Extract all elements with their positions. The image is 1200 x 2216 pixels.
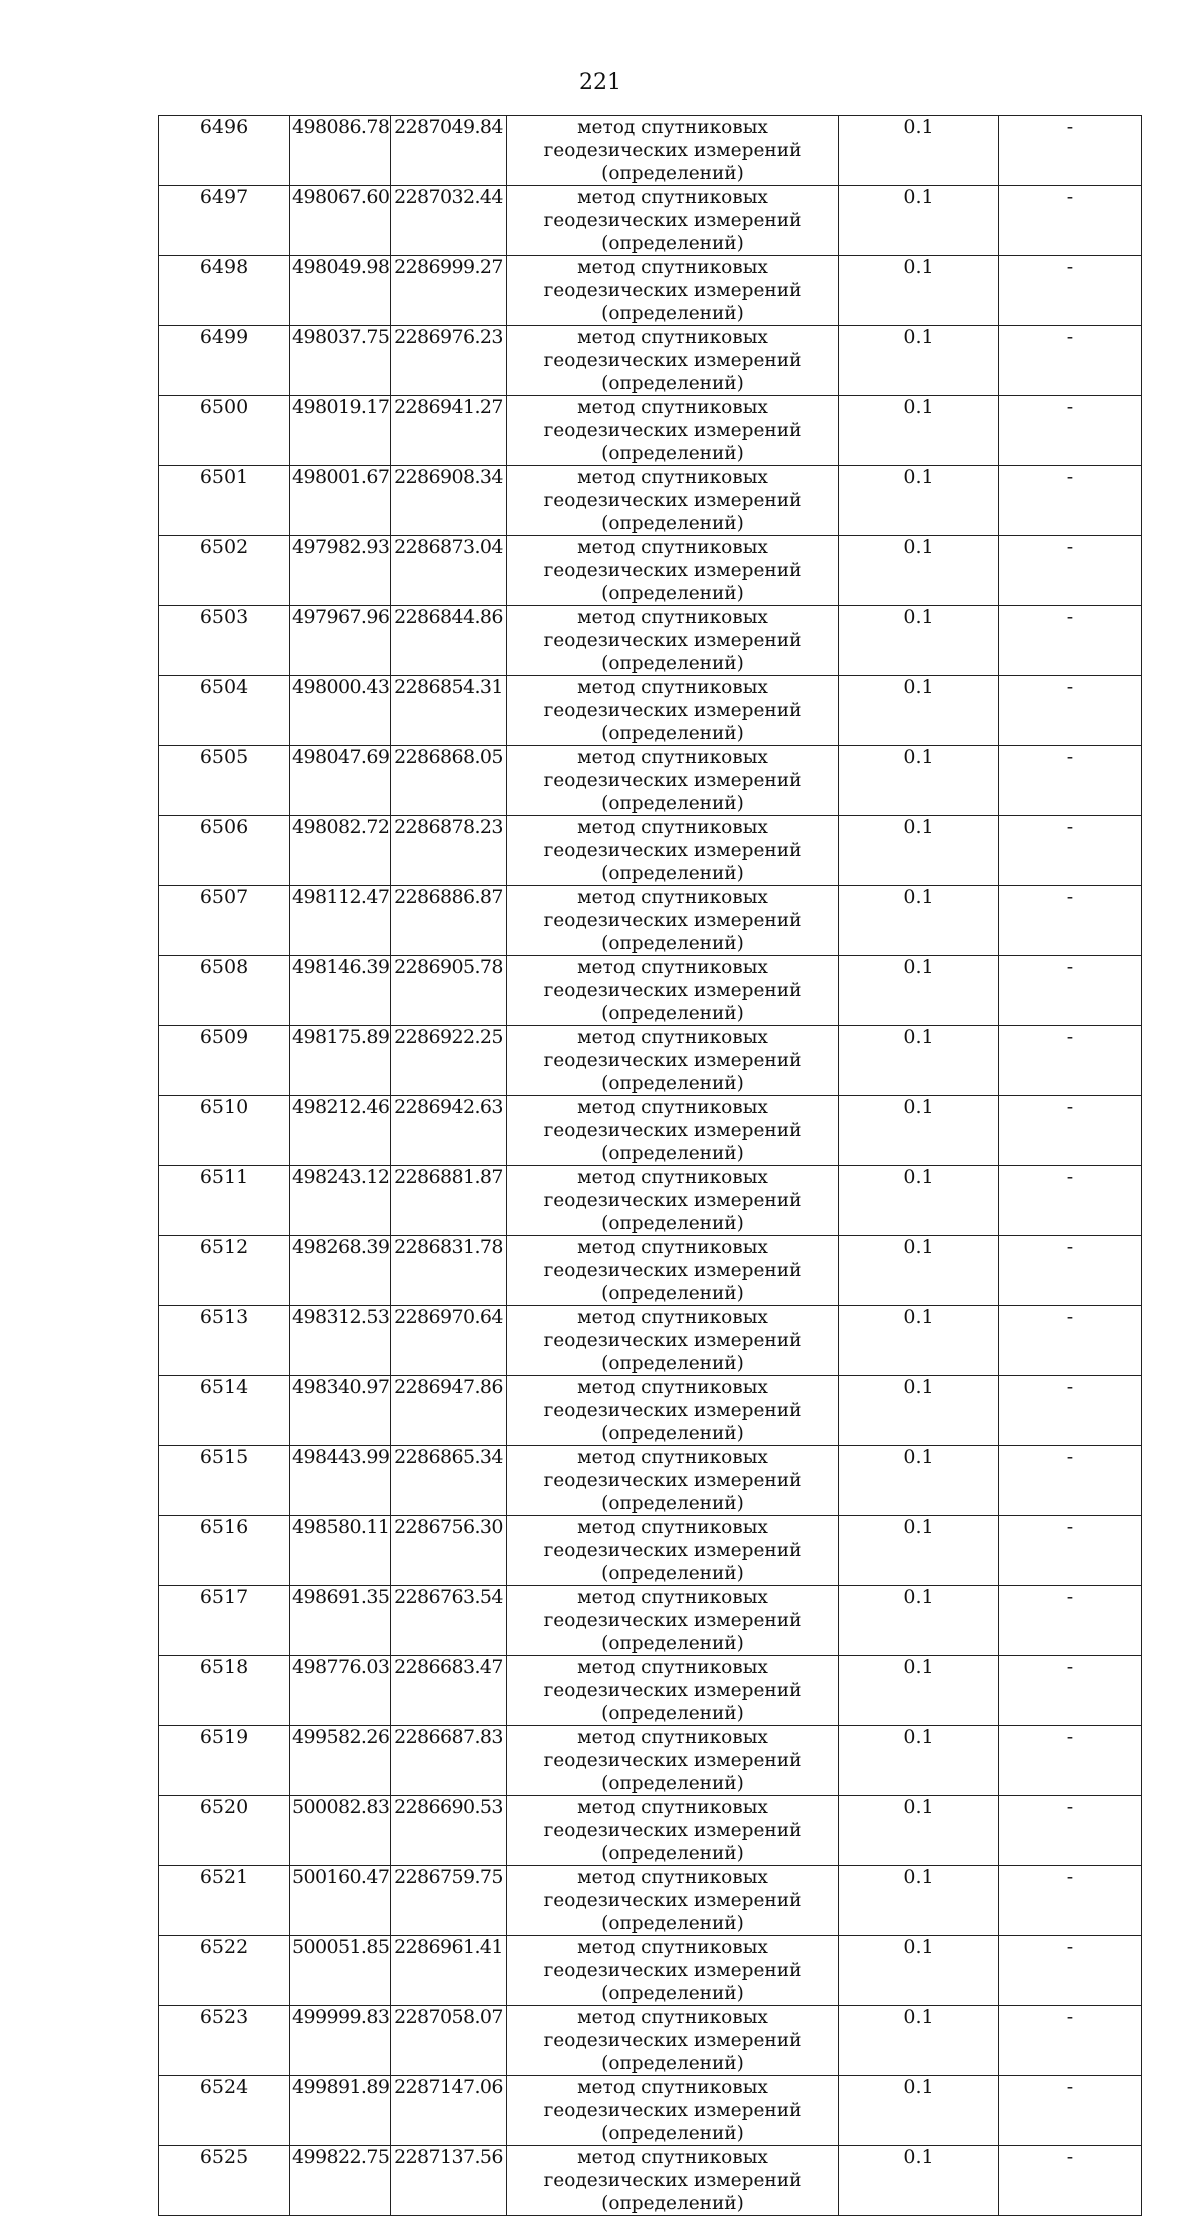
accuracy-cell: 0.1 xyxy=(839,1306,999,1376)
point-number-cell: 6518 xyxy=(159,1656,290,1726)
y-coordinate-cell: 2286922.25 xyxy=(391,1026,507,1096)
table-row xyxy=(159,1936,1142,2006)
point-number-cell: 6501 xyxy=(159,466,290,536)
x-coordinate-cell: 498691.35 xyxy=(290,1586,391,1656)
accuracy-cell: 0.1 xyxy=(839,1936,999,2006)
x-coordinate-cell: 498019.17 xyxy=(290,396,391,466)
x-coordinate-cell: 497967.96 xyxy=(290,606,391,676)
accuracy-cell: 0.1 xyxy=(839,2076,999,2146)
coordinates-table-body xyxy=(159,116,1142,2216)
point-number-cell: 6506 xyxy=(159,816,290,886)
accuracy-cell: 0.1 xyxy=(839,396,999,466)
accuracy-cell: 0.1 xyxy=(839,816,999,886)
method-cell: метод спутниковых геодезических измерений (определений) xyxy=(507,1656,839,1726)
point-number-cell: 6514 xyxy=(159,1376,290,1446)
x-coordinate-cell: 499582.26 xyxy=(290,1726,391,1796)
point-number-cell: 6504 xyxy=(159,676,290,746)
table-row xyxy=(159,606,1142,676)
point-number-cell: 6512 xyxy=(159,1236,290,1306)
table-row xyxy=(159,1026,1142,1096)
accuracy-cell: 0.1 xyxy=(839,2146,999,2216)
note-cell: - xyxy=(999,1796,1142,1866)
note-cell: - xyxy=(999,186,1142,256)
method-cell: метод спутниковых геодезических измерений (определений) xyxy=(507,606,839,676)
y-coordinate-cell: 2286759.75 xyxy=(391,1866,507,1936)
method-cell: метод спутниковых геодезических измерений (определений) xyxy=(507,1376,839,1446)
point-number-cell: 6496 xyxy=(159,116,290,186)
y-coordinate-cell: 2287137.56 xyxy=(391,2146,507,2216)
y-coordinate-cell: 2286865.34 xyxy=(391,1446,507,1516)
method-cell: метод спутниковых геодезических измерений (определений) xyxy=(507,1236,839,1306)
x-coordinate-cell: 498082.72 xyxy=(290,816,391,886)
accuracy-cell: 0.1 xyxy=(839,1446,999,1516)
x-coordinate-cell: 498049.98 xyxy=(290,256,391,326)
x-coordinate-cell: 498175.89 xyxy=(290,1026,391,1096)
table-row xyxy=(159,886,1142,956)
note-cell: - xyxy=(999,746,1142,816)
method-cell: метод спутниковых геодезических измерений (определений) xyxy=(507,1866,839,1936)
accuracy-cell: 0.1 xyxy=(839,956,999,1026)
coordinates-table xyxy=(158,115,1142,2216)
table-row xyxy=(159,536,1142,606)
point-number-cell: 6522 xyxy=(159,1936,290,2006)
x-coordinate-cell: 499891.89 xyxy=(290,2076,391,2146)
y-coordinate-cell: 2286683.47 xyxy=(391,1656,507,1726)
table-row xyxy=(159,1656,1142,1726)
method-cell: метод спутниковых геодезических измерений (определений) xyxy=(507,1306,839,1376)
y-coordinate-cell: 2286873.04 xyxy=(391,536,507,606)
accuracy-cell: 0.1 xyxy=(839,186,999,256)
table-row xyxy=(159,256,1142,326)
y-coordinate-cell: 2286970.64 xyxy=(391,1306,507,1376)
accuracy-cell: 0.1 xyxy=(839,1726,999,1796)
method-cell: метод спутниковых геодезических измерений (определений) xyxy=(507,1166,839,1236)
x-coordinate-cell: 497982.93 xyxy=(290,536,391,606)
accuracy-cell: 0.1 xyxy=(839,1096,999,1166)
point-number-cell: 6499 xyxy=(159,326,290,396)
note-cell: - xyxy=(999,676,1142,746)
y-coordinate-cell: 2286886.87 xyxy=(391,886,507,956)
method-cell: метод спутниковых геодезических измерений (определений) xyxy=(507,2006,839,2076)
note-cell: - xyxy=(999,256,1142,326)
y-coordinate-cell: 2287058.07 xyxy=(391,2006,507,2076)
note-cell: - xyxy=(999,466,1142,536)
accuracy-cell: 0.1 xyxy=(839,1026,999,1096)
table-row xyxy=(159,1236,1142,1306)
y-coordinate-cell: 2286961.41 xyxy=(391,1936,507,2006)
accuracy-cell: 0.1 xyxy=(839,886,999,956)
method-cell: метод спутниковых геодезических измерений (определений) xyxy=(507,1446,839,1516)
table-row xyxy=(159,186,1142,256)
table-row xyxy=(159,396,1142,466)
point-number-cell: 6507 xyxy=(159,886,290,956)
method-cell: метод спутниковых геодезических измерений (определений) xyxy=(507,1936,839,2006)
point-number-cell: 6498 xyxy=(159,256,290,326)
note-cell: - xyxy=(999,956,1142,1026)
note-cell: - xyxy=(999,1936,1142,2006)
table-row xyxy=(159,2076,1142,2146)
point-number-cell: 6515 xyxy=(159,1446,290,1516)
accuracy-cell: 0.1 xyxy=(839,1586,999,1656)
point-number-cell: 6509 xyxy=(159,1026,290,1096)
method-cell: метод спутниковых геодезических измерений (определений) xyxy=(507,1096,839,1166)
note-cell: - xyxy=(999,326,1142,396)
note-cell: - xyxy=(999,536,1142,606)
x-coordinate-cell: 498037.75 xyxy=(290,326,391,396)
method-cell: метод спутниковых геодезических измерений (определений) xyxy=(507,956,839,1026)
method-cell: метод спутниковых геодезических измерений (определений) xyxy=(507,256,839,326)
table-row xyxy=(159,1306,1142,1376)
table-row xyxy=(159,2146,1142,2216)
accuracy-cell: 0.1 xyxy=(839,1796,999,1866)
note-cell: - xyxy=(999,1096,1142,1166)
method-cell: метод спутниковых геодезических измерений (определений) xyxy=(507,326,839,396)
table-row xyxy=(159,956,1142,1026)
x-coordinate-cell: 498086.78 xyxy=(290,116,391,186)
y-coordinate-cell: 2286976.23 xyxy=(391,326,507,396)
point-number-cell: 6503 xyxy=(159,606,290,676)
note-cell: - xyxy=(999,886,1142,956)
note-cell: - xyxy=(999,2076,1142,2146)
x-coordinate-cell: 498146.39 xyxy=(290,956,391,1026)
point-number-cell: 6511 xyxy=(159,1166,290,1236)
accuracy-cell: 0.1 xyxy=(839,676,999,746)
x-coordinate-cell: 498112.47 xyxy=(290,886,391,956)
y-coordinate-cell: 2286687.83 xyxy=(391,1726,507,1796)
table-row xyxy=(159,1446,1142,1516)
y-coordinate-cell: 2286831.78 xyxy=(391,1236,507,1306)
point-number-cell: 6525 xyxy=(159,2146,290,2216)
note-cell: - xyxy=(999,606,1142,676)
x-coordinate-cell: 498243.12 xyxy=(290,1166,391,1236)
y-coordinate-cell: 2286878.23 xyxy=(391,816,507,886)
y-coordinate-cell: 2286763.54 xyxy=(391,1586,507,1656)
point-number-cell: 6505 xyxy=(159,746,290,816)
y-coordinate-cell: 2286905.78 xyxy=(391,956,507,1026)
point-number-cell: 6524 xyxy=(159,2076,290,2146)
accuracy-cell: 0.1 xyxy=(839,746,999,816)
note-cell: - xyxy=(999,1866,1142,1936)
y-coordinate-cell: 2286881.87 xyxy=(391,1166,507,1236)
accuracy-cell: 0.1 xyxy=(839,1376,999,1446)
table-row xyxy=(159,1516,1142,1586)
note-cell: - xyxy=(999,1166,1142,1236)
table-row xyxy=(159,1866,1142,1936)
accuracy-cell: 0.1 xyxy=(839,536,999,606)
method-cell: метод спутниковых геодезических измерений (определений) xyxy=(507,676,839,746)
accuracy-cell: 0.1 xyxy=(839,116,999,186)
point-number-cell: 6523 xyxy=(159,2006,290,2076)
method-cell: метод спутниковых геодезических измерений (определений) xyxy=(507,1796,839,1866)
method-cell: метод спутниковых геодезических измерений (определений) xyxy=(507,536,839,606)
note-cell: - xyxy=(999,1236,1142,1306)
note-cell: - xyxy=(999,1726,1142,1796)
table-row xyxy=(159,1376,1142,1446)
note-cell: - xyxy=(999,116,1142,186)
point-number-cell: 6508 xyxy=(159,956,290,1026)
method-cell: метод спутниковых геодезических измерений (определений) xyxy=(507,1586,839,1656)
y-coordinate-cell: 2286942.63 xyxy=(391,1096,507,1166)
x-coordinate-cell: 498312.53 xyxy=(290,1306,391,1376)
method-cell: метод спутниковых геодезических измерений (определений) xyxy=(507,466,839,536)
point-number-cell: 6502 xyxy=(159,536,290,606)
x-coordinate-cell: 498776.03 xyxy=(290,1656,391,1726)
x-coordinate-cell: 498268.39 xyxy=(290,1236,391,1306)
point-number-cell: 6519 xyxy=(159,1726,290,1796)
x-coordinate-cell: 498340.97 xyxy=(290,1376,391,1446)
table-row xyxy=(159,1726,1142,1796)
x-coordinate-cell: 498001.67 xyxy=(290,466,391,536)
point-number-cell: 6513 xyxy=(159,1306,290,1376)
method-cell: метод спутниковых геодезических измерений (определений) xyxy=(507,186,839,256)
x-coordinate-cell: 498443.99 xyxy=(290,1446,391,1516)
accuracy-cell: 0.1 xyxy=(839,606,999,676)
table-row xyxy=(159,1166,1142,1236)
point-number-cell: 6516 xyxy=(159,1516,290,1586)
method-cell: метод спутниковых геодезических измерений (определений) xyxy=(507,2076,839,2146)
point-number-cell: 6520 xyxy=(159,1796,290,1866)
x-coordinate-cell: 500160.47 xyxy=(290,1866,391,1936)
y-coordinate-cell: 2286756.30 xyxy=(391,1516,507,1586)
table-row xyxy=(159,1796,1142,1866)
page-number: 221 xyxy=(579,70,621,95)
note-cell: - xyxy=(999,816,1142,886)
accuracy-cell: 0.1 xyxy=(839,2006,999,2076)
accuracy-cell: 0.1 xyxy=(839,1166,999,1236)
method-cell: метод спутниковых геодезических измерений (определений) xyxy=(507,1026,839,1096)
table-row xyxy=(159,466,1142,536)
table-row xyxy=(159,746,1142,816)
x-coordinate-cell: 498000.43 xyxy=(290,676,391,746)
table-row xyxy=(159,676,1142,746)
note-cell: - xyxy=(999,1656,1142,1726)
table-row xyxy=(159,1096,1142,1166)
note-cell: - xyxy=(999,2006,1142,2076)
method-cell: метод спутниковых геодезических измерений (определений) xyxy=(507,1516,839,1586)
x-coordinate-cell: 498212.46 xyxy=(290,1096,391,1166)
method-cell: метод спутниковых геодезических измерений (определений) xyxy=(507,746,839,816)
note-cell: - xyxy=(999,1376,1142,1446)
y-coordinate-cell: 2286947.86 xyxy=(391,1376,507,1446)
method-cell: метод спутниковых геодезических измерений (определений) xyxy=(507,886,839,956)
accuracy-cell: 0.1 xyxy=(839,1236,999,1306)
y-coordinate-cell: 2286854.31 xyxy=(391,676,507,746)
y-coordinate-cell: 2286868.05 xyxy=(391,746,507,816)
note-cell: - xyxy=(999,1586,1142,1656)
accuracy-cell: 0.1 xyxy=(839,256,999,326)
y-coordinate-cell: 2286690.53 xyxy=(391,1796,507,1866)
table-row xyxy=(159,326,1142,396)
note-cell: - xyxy=(999,1026,1142,1096)
method-cell: метод спутниковых геодезических измерений (определений) xyxy=(507,116,839,186)
y-coordinate-cell: 2286844.86 xyxy=(391,606,507,676)
method-cell: метод спутниковых геодезических измерений (определений) xyxy=(507,1726,839,1796)
point-number-cell: 6521 xyxy=(159,1866,290,1936)
accuracy-cell: 0.1 xyxy=(839,1656,999,1726)
x-coordinate-cell: 500082.83 xyxy=(290,1796,391,1866)
y-coordinate-cell: 2286908.34 xyxy=(391,466,507,536)
x-coordinate-cell: 498580.11 xyxy=(290,1516,391,1586)
accuracy-cell: 0.1 xyxy=(839,326,999,396)
method-cell: метод спутниковых геодезических измерений (определений) xyxy=(507,396,839,466)
table-row xyxy=(159,1586,1142,1656)
point-number-cell: 6497 xyxy=(159,186,290,256)
method-cell: метод спутниковых геодезических измерений (определений) xyxy=(507,816,839,886)
x-coordinate-cell: 499822.75 xyxy=(290,2146,391,2216)
y-coordinate-cell: 2287147.06 xyxy=(391,2076,507,2146)
method-cell: метод спутниковых геодезических измерений (определений) xyxy=(507,2146,839,2216)
y-coordinate-cell: 2286999.27 xyxy=(391,256,507,326)
note-cell: - xyxy=(999,1306,1142,1376)
accuracy-cell: 0.1 xyxy=(839,1516,999,1586)
accuracy-cell: 0.1 xyxy=(839,466,999,536)
note-cell: - xyxy=(999,396,1142,466)
note-cell: - xyxy=(999,1516,1142,1586)
note-cell: - xyxy=(999,2146,1142,2216)
note-cell: - xyxy=(999,1446,1142,1516)
x-coordinate-cell: 499999.83 xyxy=(290,2006,391,2076)
y-coordinate-cell: 2287049.84 xyxy=(391,116,507,186)
y-coordinate-cell: 2286941.27 xyxy=(391,396,507,466)
point-number-cell: 6517 xyxy=(159,1586,290,1656)
accuracy-cell: 0.1 xyxy=(839,1866,999,1936)
table-row xyxy=(159,816,1142,886)
x-coordinate-cell: 498047.69 xyxy=(290,746,391,816)
table-row xyxy=(159,116,1142,186)
x-coordinate-cell: 500051.85 xyxy=(290,1936,391,2006)
point-number-cell: 6500 xyxy=(159,396,290,466)
y-coordinate-cell: 2287032.44 xyxy=(391,186,507,256)
table-row xyxy=(159,2006,1142,2076)
point-number-cell: 6510 xyxy=(159,1096,290,1166)
x-coordinate-cell: 498067.60 xyxy=(290,186,391,256)
